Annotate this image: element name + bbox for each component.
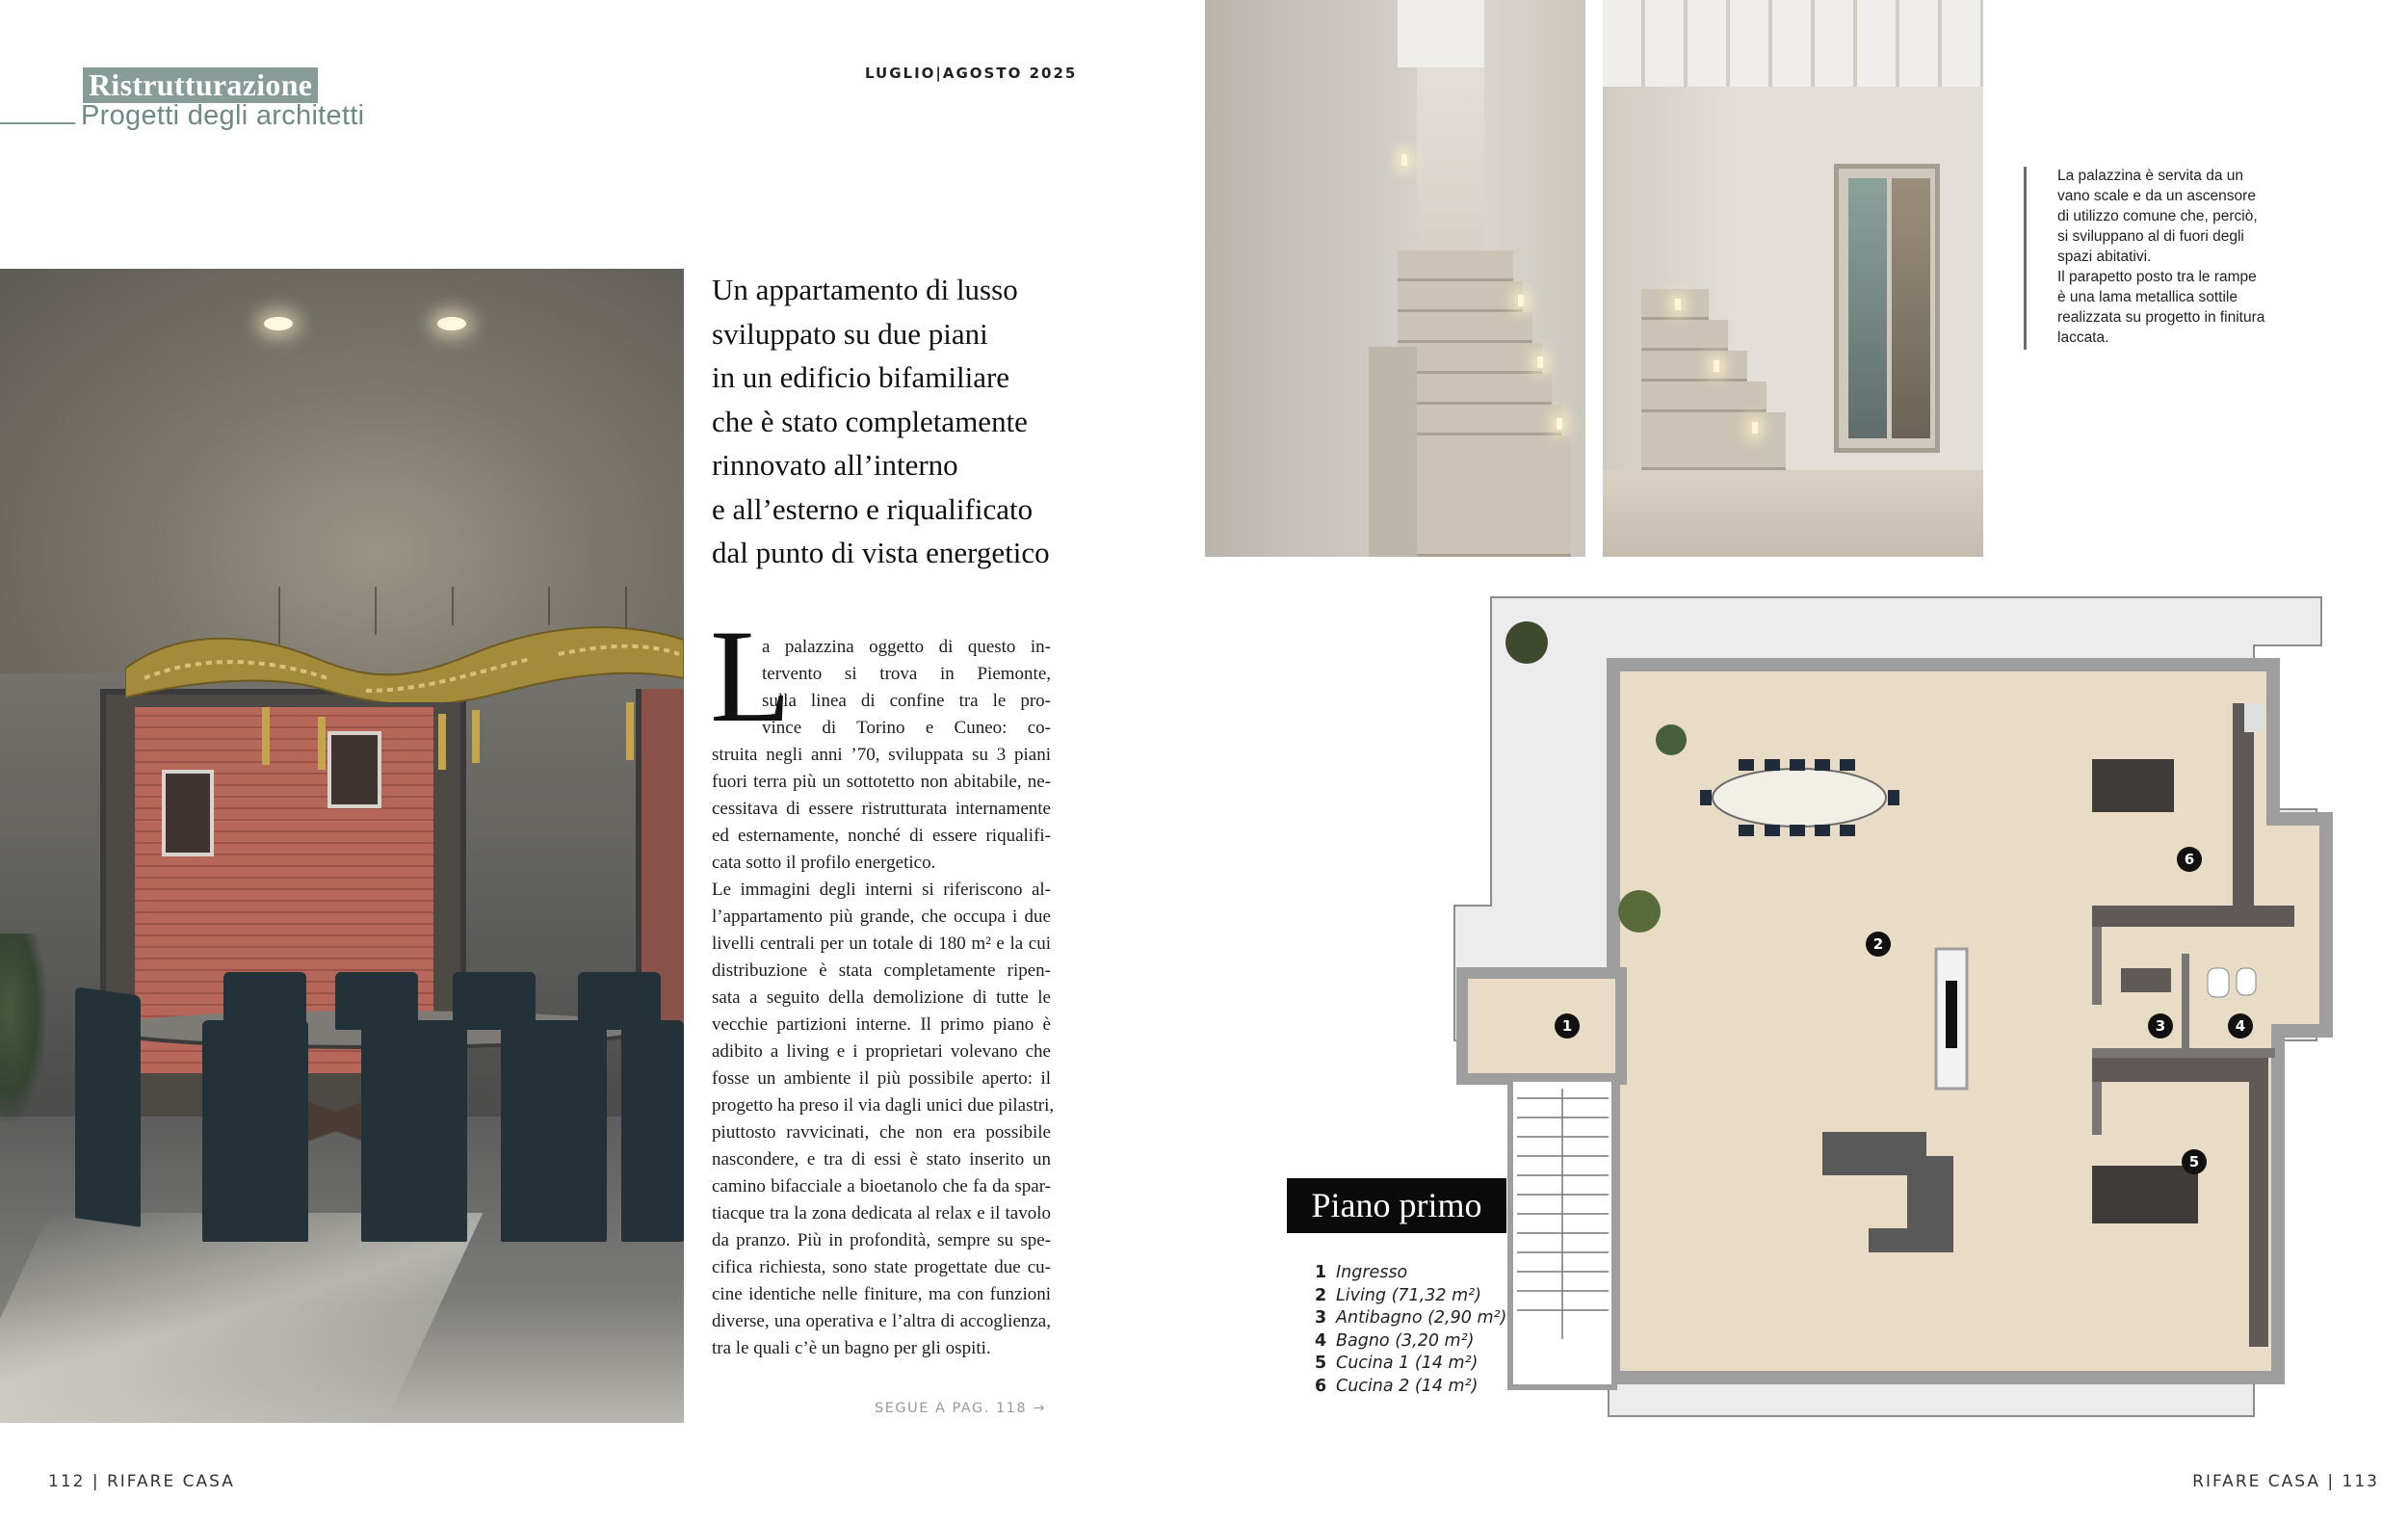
stair-step xyxy=(1398,250,1513,281)
continue-link[interactable]: SEGUE A PAG. 118 → xyxy=(875,1401,1046,1416)
section-tag: Ristrutturazione xyxy=(83,67,318,103)
elevator-photo xyxy=(1603,0,1983,557)
elevator-glass xyxy=(1848,178,1887,438)
folio-left: 112 | RIFARE CASA xyxy=(48,1472,235,1491)
bidet xyxy=(2237,968,2256,995)
stair-step xyxy=(1641,351,1747,381)
body-text xyxy=(712,634,1055,1362)
plant-plan xyxy=(1505,621,1548,664)
legend-number: 5 xyxy=(1315,1354,1327,1373)
ceiling-light xyxy=(437,317,466,330)
body-line: livelli centrali per un totale di 180 m² e la cui xyxy=(712,933,1051,954)
legend-number: 6 xyxy=(1315,1376,1327,1396)
legend-number: 1 xyxy=(1315,1263,1327,1282)
caption-line: La palazzina è servita da un xyxy=(2057,168,2244,184)
room-marker-5: 5 xyxy=(2188,1153,2200,1170)
body-line: adibito a living e i proprietari volevano che xyxy=(712,1041,1051,1062)
photo-caption xyxy=(2057,166,2289,348)
pendant-light xyxy=(438,714,446,770)
stair-step xyxy=(1641,320,1728,351)
caption-line: si sviluppano al di fuori degli xyxy=(2057,228,2244,245)
body-line: tra le quali c’è un bagno per gli ospiti. xyxy=(712,1338,991,1358)
body-line: ed esternamente, nonché di essere riqualifi- xyxy=(712,826,1051,846)
body-line: fuori terra più un sottotetto non abitabile, ne- xyxy=(712,772,1051,792)
lead-line: che è stato completamente xyxy=(712,404,1028,438)
body-line: cata sotto il profilo energetico. xyxy=(712,853,936,873)
lead-line: e all’esterno e riqualificato xyxy=(712,491,1034,526)
chair xyxy=(75,986,141,1227)
plant xyxy=(0,933,48,1126)
step-lamp xyxy=(1557,418,1562,430)
fireplace xyxy=(1946,981,1957,1048)
room-marker-4: 4 xyxy=(2235,1017,2246,1035)
lead-paragraph xyxy=(712,268,1097,575)
pendant-light xyxy=(472,710,480,763)
stair-step xyxy=(1398,343,1542,374)
body-line: Le immagini degli interni si riferiscono al- xyxy=(712,880,1051,900)
kitchen-island xyxy=(2092,1166,2198,1223)
body-line: sulla linea di confine tra le pro- xyxy=(762,691,1051,711)
ceiling-light xyxy=(264,317,293,330)
body-line: a palazzina oggetto di questo in- xyxy=(762,637,1051,657)
elevator-glass xyxy=(1892,178,1930,438)
plant-plan xyxy=(1656,724,1687,755)
step-lamp xyxy=(1714,360,1719,372)
legend-row xyxy=(1315,1376,1506,1399)
body-line: l’appartamento più grande, che occupa i due xyxy=(712,907,1051,927)
legend-row xyxy=(1315,1285,1506,1308)
step-lamp xyxy=(1537,356,1543,368)
stair-landing xyxy=(1369,347,1417,557)
caption-line: realizzata su progetto in finitura xyxy=(2057,309,2265,326)
apartment-walls xyxy=(1613,665,2326,1378)
entrance-room xyxy=(1462,973,1621,1079)
caption-line: è una lama metallica sottile xyxy=(2057,289,2238,305)
step-lamp xyxy=(1518,295,1524,306)
kitchen-counter xyxy=(2249,1058,2268,1347)
fridge xyxy=(2244,703,2264,732)
lead-line: sviluppato su due piani xyxy=(712,316,988,351)
body-line: tervento si trova in Piemonte, xyxy=(762,664,1051,684)
body-line: cine identiche nelle finiture, ma con funzioni xyxy=(712,1284,1051,1304)
body-line: vecchie partizioni interne. Il primo piano è xyxy=(712,1014,1051,1035)
chair xyxy=(621,1020,684,1242)
legend-number: 3 xyxy=(1315,1308,1327,1328)
drop-cap: L xyxy=(710,602,792,749)
body-line: nascondere, e tra di essi è stato inserito un xyxy=(712,1149,1051,1170)
body-line: progetto ha preso il via dagli unici due pilastri, xyxy=(712,1095,1055,1116)
body-line: cifica richiesta, sono state progettate due cu- xyxy=(712,1257,1051,1277)
beam-ceiling xyxy=(1603,0,1983,87)
body-line: diverse, una operativa e l’altra di accoglienza, xyxy=(712,1311,1051,1331)
stair-step xyxy=(1398,435,1571,557)
lobby-floor xyxy=(1603,470,1983,557)
chair xyxy=(501,1020,607,1242)
legend-label: Ingresso xyxy=(1336,1263,1408,1282)
stair-step xyxy=(1398,405,1561,435)
plan-title: Piano primo xyxy=(1287,1178,1506,1233)
pendant-light xyxy=(262,707,270,765)
folio-right: RIFARE CASA | 113 xyxy=(2192,1472,2379,1491)
stair-step xyxy=(1641,381,1767,412)
caption-line: di utilizzo comune che, perciò, xyxy=(2057,208,2258,224)
legend-number: 2 xyxy=(1315,1285,1327,1305)
caption-line: vano scale e da un ascensore xyxy=(2057,188,2256,204)
chair xyxy=(361,1020,467,1242)
legend-label: Cucina 2 (14 m²) xyxy=(1336,1376,1479,1396)
wall-lamp xyxy=(1401,154,1407,166)
section-subtitle: Progetti degli architetti xyxy=(81,100,365,131)
body-line: sata a seguito della demolizione di tutte le xyxy=(712,987,1051,1008)
header-rule xyxy=(0,122,75,124)
step-lamp xyxy=(1752,422,1758,434)
stair-step xyxy=(1641,412,1786,470)
legend-label: Antibagno (2,90 m²) xyxy=(1336,1308,1507,1328)
body-line: da pranzo. Più in profondità, sempre su spe- xyxy=(712,1230,1051,1250)
room-marker-2: 2 xyxy=(1872,935,1884,953)
stair-step xyxy=(1398,312,1532,343)
legend-label: Living (71,32 m²) xyxy=(1336,1285,1481,1305)
kitchen-counter xyxy=(2092,906,2294,927)
issue-date: LUGLIO|AGOSTO 2025 xyxy=(865,65,1078,82)
floor-plan xyxy=(1406,588,2350,1435)
body-line: distribuzione è stata completamente ripen- xyxy=(712,960,1051,981)
body-line: tiacque tra la zona dedicata al relax e il tavolo xyxy=(712,1203,1051,1223)
body-line: fosse un ambiente il più possibile aperto: il xyxy=(712,1068,1051,1089)
dining-room-photo xyxy=(0,269,684,1423)
caption-rule xyxy=(2024,167,2027,350)
body-line: struita negli anni ’70, sviluppata su 3 piani xyxy=(712,745,1051,765)
dining-table-plan xyxy=(1713,769,1886,827)
pendant-light xyxy=(318,717,326,770)
legend-row xyxy=(1315,1307,1506,1330)
legend-number: 4 xyxy=(1315,1330,1327,1351)
room-marker-3: 3 xyxy=(2155,1017,2166,1035)
caption-line: laccata. xyxy=(2057,329,2109,346)
body-line: cessitava di essere ristrutturata internamente xyxy=(712,799,1051,819)
stair-step xyxy=(1398,374,1552,405)
plan-legend xyxy=(1315,1262,1506,1398)
caption-line: spazi abitativi. xyxy=(2057,249,2152,265)
legend-row xyxy=(1315,1353,1506,1376)
legend-label: Cucina 1 (14 m²) xyxy=(1336,1354,1479,1373)
kitchen-counter xyxy=(2233,703,2254,925)
legend-label: Bagno (3,20 m²) xyxy=(1336,1330,1475,1351)
stair-ceiling xyxy=(1398,0,1484,67)
body-line: piuttosto ravvicinati, che non era possibile xyxy=(712,1122,1051,1143)
chandelier xyxy=(125,587,684,702)
washbasin xyxy=(2121,968,2171,992)
legend-row xyxy=(1315,1262,1506,1285)
pendant-light xyxy=(626,702,634,760)
chair xyxy=(202,1020,308,1242)
room-marker-1: 1 xyxy=(1561,1017,1573,1035)
staircase-photo xyxy=(1205,0,1585,557)
kitchen-island xyxy=(2092,759,2174,812)
toilet xyxy=(2208,968,2229,997)
body-line: vince di Torino e Cuneo: co- xyxy=(762,718,1051,738)
lead-line: dal punto di vista energetico xyxy=(712,536,1050,569)
lead-line: in un edificio bifamiliare xyxy=(712,360,1010,394)
kitchen-counter xyxy=(2092,1058,2265,1082)
legend-row xyxy=(1315,1330,1506,1354)
facade-window xyxy=(327,731,381,808)
stair-step xyxy=(1398,281,1523,312)
step-lamp xyxy=(1675,299,1681,310)
room-marker-6: 6 xyxy=(2184,851,2195,868)
caption-line: Il parapetto posto tra le rampe xyxy=(2057,269,2257,285)
plant-plan xyxy=(1618,890,1661,933)
body-line: camino bifacciale a bioetanolo che fa da spar- xyxy=(712,1176,1051,1196)
lead-line: rinnovato all’interno xyxy=(712,448,958,482)
lead-line: Un appartamento di lusso xyxy=(712,273,1018,306)
facade-window xyxy=(162,770,214,856)
